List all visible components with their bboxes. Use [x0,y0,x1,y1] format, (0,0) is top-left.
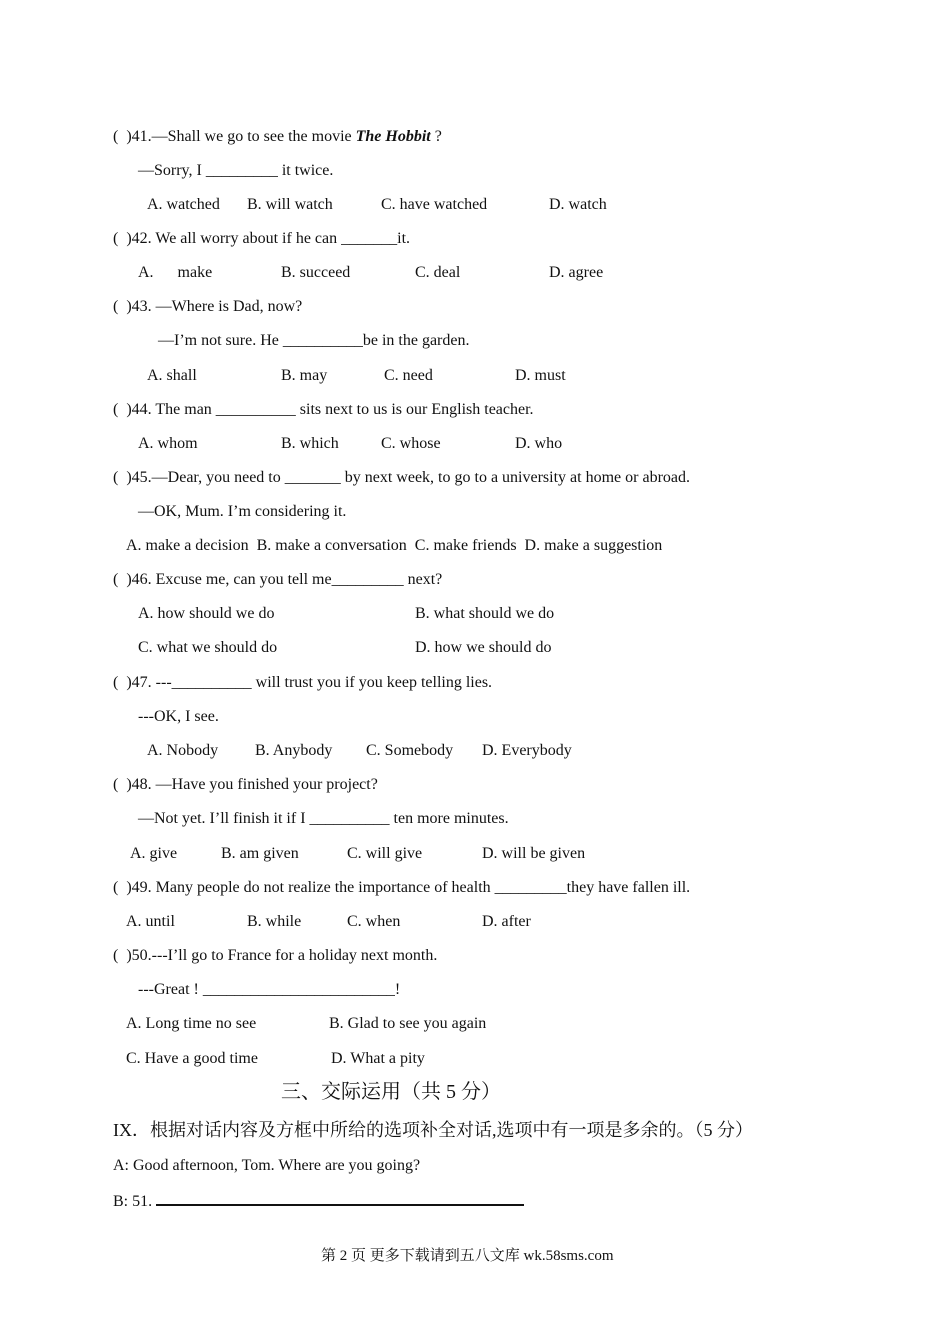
section-heading: 三、交际运用（共 5 分） [281,1081,501,1103]
q49-option-b: B. while [247,913,302,930]
q49-option-a: A. until [126,913,175,930]
q45-options: A. make a decision B. make a conversation C. make friends D. make a suggestion [126,537,663,554]
question-48-stem: ( )48. —Have you finished your project? [113,776,378,793]
question-50-reply: ---Great ! ________________________! [138,981,401,998]
question-46-stem: ( )46. Excuse me, can you tell me_________ next? [113,571,443,588]
question-47-reply: ---OK, I see. [138,708,219,725]
q47-option-a: A. Nobody [147,742,219,759]
q43-option-b: B. may [281,367,328,384]
question-44-stem: ( )44. The man __________ sits next to us is our English teacher. [113,401,534,418]
q46-option-c: C. what we should do [138,639,278,656]
q47-option-c: C. Somebody [366,742,454,759]
section-instruction: IX．根据对话内容及方框中所给的选项补全对话,选项中有一项是多余的。（5 分） [113,1120,753,1140]
q44-option-d: D. who [515,435,563,452]
q46-option-b: B. what should we do [415,605,555,622]
q44-option-a: A. whom [138,435,198,452]
q43-option-a: A. shall [147,367,197,384]
q41-option-c: C. have watched [381,196,488,213]
q42-option-d: D. agree [549,264,604,281]
q48-option-d: D. will be given [482,845,586,862]
q47-option-d: D. Everybody [482,742,572,759]
question-41-reply: —Sorry, I _________ it twice. [138,162,334,179]
q43-option-c: C. need [384,367,433,384]
movie-title: The Hobbit [355,128,431,145]
q50-option-a: A. Long time no see [126,1015,257,1032]
q50-option-d: D. What a pity [331,1050,425,1067]
question-50-stem: ( )50.---I’ll go to France for a holiday next month. [113,947,438,964]
q42-option-a: A. make [138,264,213,281]
question-43-reply: —I’m not sure. He __________be in the garden. [158,332,470,349]
q41-option-d: D. watch [549,196,607,213]
q46-option-a: A. how should we do [138,605,275,622]
q41-stem-end: ? [430,128,442,145]
q50-option-c: C. Have a good time [126,1050,258,1067]
question-41-stem [113,127,442,147]
dialog-line-a: A: Good afternoon, Tom. Where are you going? [113,1157,421,1174]
page-footer: 第 2 页 更多下载请到五八文库 wk.58sms.com [321,1248,614,1264]
q43-option-d: D. must [515,367,566,384]
question-45-stem: ( )45.—Dear, you need to _______ by next week, to go to a university at home or abroad. [113,469,690,486]
q42-option-c: C. deal [415,264,461,281]
question-42-stem: ( )42. We all worry about if he can _______it. [113,230,411,247]
q44-option-c: C. whose [381,435,441,452]
dialog-b-label: B: 51. [113,1193,153,1210]
q49-option-d: D. after [482,913,531,930]
q50-option-b: B. Glad to see you again [329,1015,487,1032]
question-49-stem: ( )49. Many people do not realize the importance of health _________they have fallen ill. [113,879,691,896]
q48-option-b: B. am given [221,845,299,862]
question-43-stem: ( )43. —Where is Dad, now? [113,298,303,315]
q41-option-b: B. will watch [247,196,333,213]
answer-blank-51 [156,1190,524,1206]
q49-option-c: C. when [347,913,401,930]
q46-option-d: D. how we should do [415,639,552,656]
q48-option-c: C. will give [347,845,423,862]
question-45-reply: —OK, Mum. I’m considering it. [138,503,347,520]
q44-option-b: B. which [281,435,339,452]
q47-option-b: B. Anybody [255,742,333,759]
q41-option-a: A. watched [147,196,220,213]
question-47-stem: ( )47. ---__________ will trust you if you keep telling lies. [113,674,493,691]
q41-stem-text: ( )41.—Shall we go to see the movie [113,128,356,145]
dialog-line-b [113,1190,524,1212]
question-48-reply: —Not yet. I’ll finish it if I __________ ten more minutes. [138,810,509,827]
q48-option-a: A. give [130,845,178,862]
q42-option-b: B. succeed [281,264,351,281]
